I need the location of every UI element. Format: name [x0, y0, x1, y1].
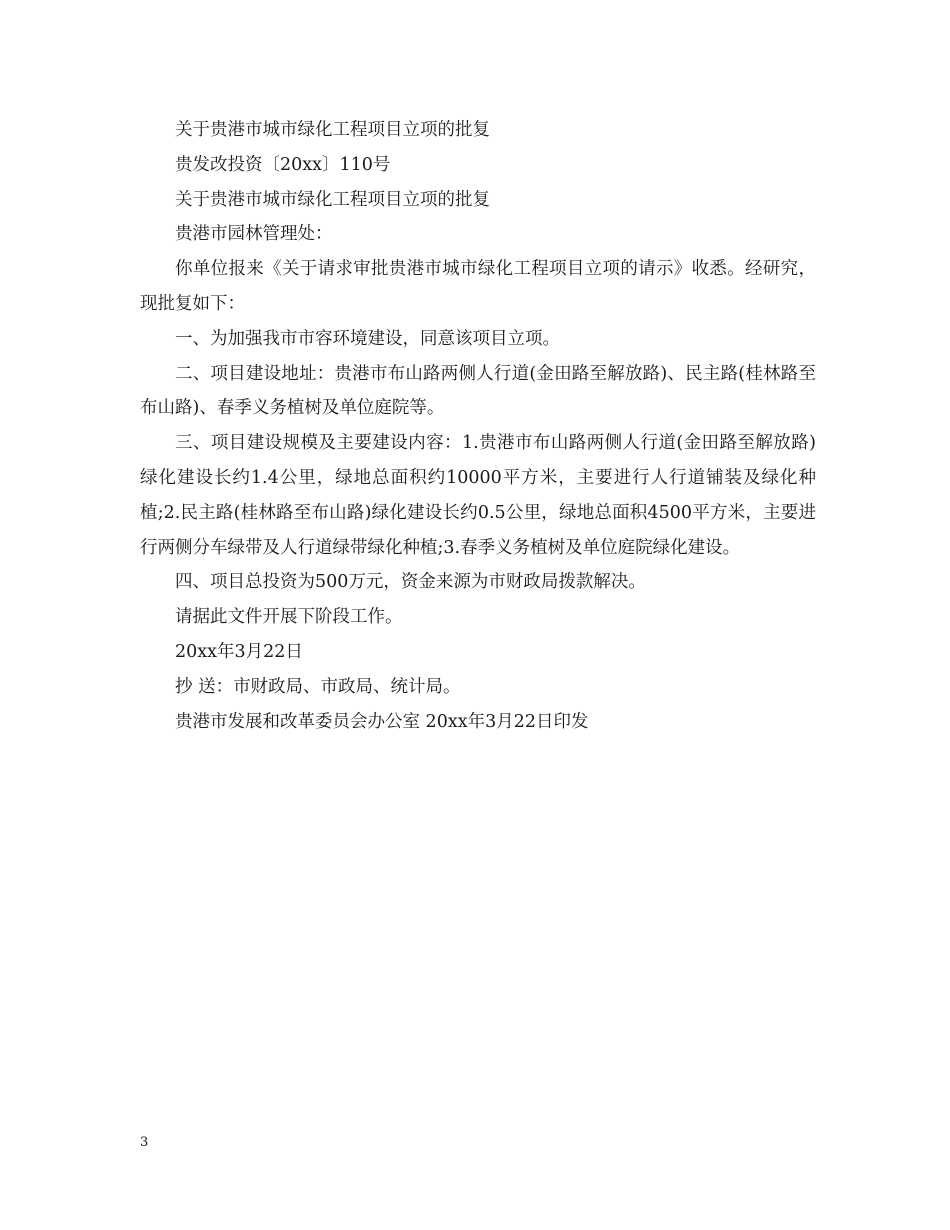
heading-line: 关于贵港市城市绿化工程项目立项的批复 — [175, 120, 490, 140]
intro-paragraph: 你单位报来《关于请求审批贵港市城市绿化工程项目立项的请示》收悉。经研究，现批复如下： — [140, 259, 816, 314]
date-line: 20xx年3月22日 — [175, 641, 303, 662]
page-number: 3 — [140, 1135, 149, 1150]
item-four: 四、项目总投资为500万元，资金来源为市财政局拨款解决。 — [175, 572, 646, 593]
document-body — [140, 113, 816, 739]
recipient: 贵港市园林管理处： — [175, 224, 333, 245]
item-one: 一、为加强我市市容环境建设，同意该项目立项。 — [175, 328, 560, 349]
cc-line: 抄 送：市财政局、市政局、统计局。 — [175, 676, 461, 697]
issuer-line: 贵港市发展和改革委员会办公室 20xx年3月22日印发 — [175, 711, 589, 732]
document-title: 关于贵港市城市绿化工程项目立项的批复 — [175, 189, 490, 210]
item-two: 二、项目建设地址：贵港市布山路两侧人行道(金田路至解放路)、民主路(桂林路至布山路)、春季义务植树及单位庭院等。 — [140, 363, 816, 419]
instruction: 请据此文件开展下阶段工作。 — [175, 607, 403, 628]
item-three: 三、项目建设规模及主要建设内容：1.贵港市布山路两侧人行道(金田路至解放路)绿化建设长约1.4公里，绿地总面积约10000平方米，主要进行人行道铺装及绿化种植;2.民主路(桂林路至布山路)绿化建设长约0.5公里，绿地总面积4500平方米，主要进行两侧分车绿带及人行道绿带绿化种植;3.春季义务植树及单位庭院绿化建设。 — [140, 433, 816, 558]
document-number: 贵发改投资〔20xx〕110号 — [175, 154, 391, 175]
